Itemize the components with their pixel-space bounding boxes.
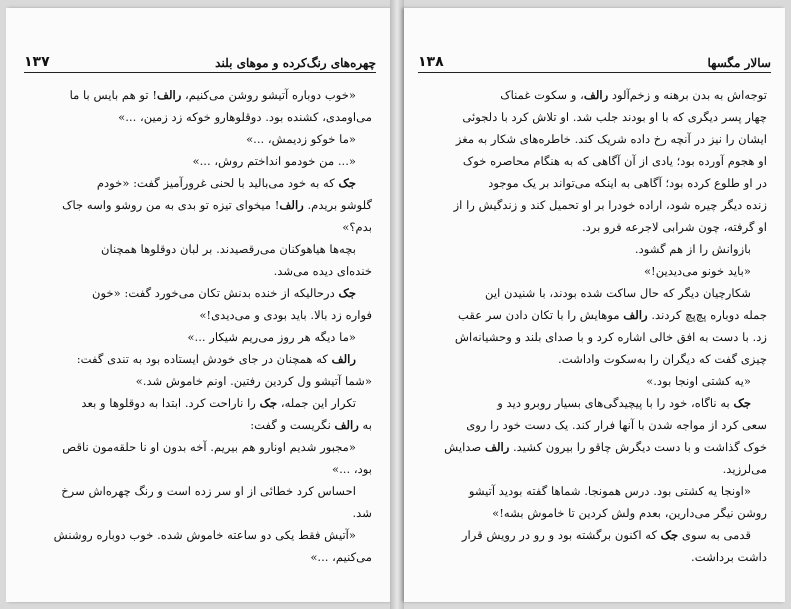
text-run: به bbox=[358, 418, 372, 432]
text-line bbox=[420, 260, 767, 282]
text-run: «شما آتیشو ول کردین رفتین. اونم خاموش شد.» bbox=[135, 374, 372, 388]
text-run: بازوانش را از هم گشود. bbox=[634, 242, 751, 256]
text-line bbox=[420, 436, 767, 458]
text-run: گلوشو بریدم. bbox=[303, 198, 372, 212]
text-run: صدایش bbox=[444, 440, 485, 454]
text-run: او هجوم آورده بود؛ یادی از آن آگاهی که به هنگام محاصره خوک bbox=[462, 154, 767, 168]
text-run: ! میخوای تیزه تو بدی به من روشو واسه جاک bbox=[62, 198, 280, 212]
text-run: سعی کرد از مواجه شدن با آنها فرار کند. یک دست خود را روی bbox=[466, 418, 767, 432]
text-run: که اکنون برگشته بود و رو در رویش قرار bbox=[461, 528, 661, 542]
text-line bbox=[26, 194, 372, 216]
character-name: رالف bbox=[279, 198, 304, 212]
text-line bbox=[420, 370, 767, 392]
text-line bbox=[26, 128, 372, 150]
text-line bbox=[420, 524, 767, 546]
text-line bbox=[26, 348, 372, 370]
text-line bbox=[26, 414, 372, 436]
text-line bbox=[420, 238, 767, 260]
text-run: ، و سکوت غمناک bbox=[500, 88, 584, 102]
text-run: می‌لرزید. bbox=[722, 462, 767, 476]
text-line bbox=[26, 238, 372, 260]
text-run: که همچنان در جای خودش ایستاده بود به تندی گفت: bbox=[76, 352, 332, 366]
text-line bbox=[26, 216, 372, 238]
text-run: فواره زد بالا. باید بودی و می‌دیدی!» bbox=[199, 308, 372, 322]
text-run: ! تو هم بایس با ما bbox=[69, 88, 157, 102]
text-run: می‌اومدی، کشنده بود. دوقلوهارو خوکه زد زمین، ...» bbox=[118, 110, 372, 124]
text-run: بدم؟» bbox=[342, 220, 372, 234]
text-run: «یه کشتی اونجا بود.» bbox=[646, 374, 751, 388]
text-run: نگریست و گفت: bbox=[250, 418, 335, 432]
text-line bbox=[420, 546, 767, 568]
text-line bbox=[26, 326, 372, 348]
character-name: جک bbox=[660, 528, 679, 542]
text-run: شکارچیان دیگر که حال ساکت شده بودند، با شنیدن این bbox=[485, 286, 751, 300]
right-page-number: ۱۳۸ bbox=[418, 54, 444, 70]
left-page bbox=[6, 8, 390, 602]
text-line bbox=[420, 414, 767, 436]
left-page-number: ۱۳۷ bbox=[24, 54, 50, 70]
text-line bbox=[26, 172, 372, 194]
left-header-title: چهره‌های رنگ‌کرده و موهای بلند bbox=[215, 56, 376, 70]
text-run: قدمی به سوی bbox=[678, 528, 751, 542]
text-line bbox=[26, 304, 372, 326]
text-run: تکرار این جمله، bbox=[277, 396, 356, 410]
text-run: به ناگاه، خود را با پیچیدگی‌های بسیار روبرو دید و bbox=[497, 396, 734, 410]
text-line bbox=[420, 128, 767, 150]
text-run: را ناراحت کرد. ابتدا به دوقلوها و بعد bbox=[81, 396, 260, 410]
text-run: داشت برداشت. bbox=[691, 550, 767, 564]
text-line bbox=[26, 524, 372, 546]
text-run: «مجبور شدیم اونارو هم بیریم. آخه بدون او نا حلقه‌مون ناقص bbox=[62, 440, 356, 454]
character-name: جک bbox=[338, 176, 356, 190]
text-line bbox=[420, 194, 767, 216]
right-page-text bbox=[420, 84, 767, 568]
text-line bbox=[420, 150, 767, 172]
text-line bbox=[420, 304, 767, 326]
text-line bbox=[26, 458, 372, 480]
character-name: رالف bbox=[156, 88, 182, 102]
text-line bbox=[26, 436, 372, 458]
text-run: زنده دیگر چیره شود، اراده خودرا بر او تحمیل کند و زندگیش را از bbox=[453, 198, 767, 212]
text-line bbox=[420, 480, 767, 502]
text-run: احساس کرد خطائی از او سر زده است و رنگ چهره‌اش سرخ bbox=[61, 484, 356, 498]
text-run: «اونجا یه کشتی بود. درس همونجا. شماها گفته بودید آتیشو bbox=[468, 484, 751, 498]
text-run: در او طلوع کرده بود؛ آگاهی به اینکه می‌تواند بر یک موجود bbox=[488, 176, 767, 190]
text-run: چهار پسر دیگری که با او بودند جلب شد. او تلاش کرد با دلجوئی bbox=[462, 110, 767, 124]
text-run: می‌کنیم، ...» bbox=[310, 550, 372, 564]
character-name: رالف bbox=[334, 418, 359, 432]
text-line bbox=[26, 502, 372, 524]
text-line bbox=[420, 216, 767, 238]
text-line bbox=[26, 480, 372, 502]
text-run: شد. bbox=[352, 506, 372, 520]
text-run: جمله دوباره پچ‌پچ کردند. bbox=[647, 308, 767, 322]
text-line bbox=[26, 392, 372, 414]
text-run: ایشان را نیز در آنچه رخ داده شریک کند. خاطره‌های شکار به مغز bbox=[455, 132, 767, 146]
text-run: «ما دیگه هر روز می‌ریم شیکار ...» bbox=[187, 330, 356, 344]
text-run: «خوب دوباره آتیشو روشن می‌کنیم، bbox=[181, 88, 356, 102]
text-line bbox=[420, 106, 767, 128]
text-line bbox=[26, 282, 372, 304]
character-name: جک bbox=[733, 396, 751, 410]
text-run: روشن نیگر می‌دارین، بعدم ولش کردین تا خاموش بشه!» bbox=[492, 506, 767, 520]
character-name: جک bbox=[338, 286, 356, 300]
text-line bbox=[420, 172, 767, 194]
character-name: رالف bbox=[484, 440, 510, 454]
text-line bbox=[420, 326, 767, 348]
text-line bbox=[420, 84, 767, 106]
text-run: بود، ...» bbox=[332, 462, 372, 476]
text-line bbox=[420, 458, 767, 480]
text-run: «باید خونو می‌دیدین!» bbox=[643, 264, 751, 278]
text-run: بچه‌ها هیاهوکنان می‌رقصیدند. بر لبان دوقلوها همچنان bbox=[101, 242, 356, 256]
text-run: زد. با دست به افق خالی اشاره کرد و با صدای بلند و وحشیانه‌اش bbox=[454, 330, 767, 344]
text-line bbox=[26, 106, 372, 128]
text-line bbox=[420, 348, 767, 370]
text-run: که به خود می‌بالید با لحنی غرورآمیز گفت: «خودم bbox=[96, 176, 339, 190]
text-run: خنده‌ای دیده می‌شد. bbox=[273, 264, 372, 278]
right-page-header bbox=[418, 48, 771, 73]
text-line bbox=[26, 370, 372, 392]
text-run: «ما خوکو زدیمش، ...» bbox=[246, 132, 356, 146]
text-run: چیزی گفت که دیگران را به‌سکوت واداشت. bbox=[558, 352, 767, 366]
text-run: موهایش را با تکان دادن سر عقب bbox=[458, 308, 624, 322]
text-run: «... من خودمو انداختم روش، ...» bbox=[192, 154, 356, 168]
text-line bbox=[420, 502, 767, 524]
right-header-title: سالار مگسها bbox=[707, 56, 771, 70]
text-line bbox=[26, 84, 372, 106]
text-run: او گرفته، چون شرابی لاجرعه فرو برد. bbox=[581, 220, 767, 234]
text-run: درحالیکه از خنده بدنش تکان می‌خورد گفت: «خون bbox=[91, 286, 339, 300]
text-line bbox=[26, 260, 372, 282]
text-run: خوک گذاشت و با دست دیگرش چاقو را بیرون کشید. bbox=[509, 440, 767, 454]
character-name: رالف bbox=[623, 308, 648, 322]
text-line bbox=[420, 282, 767, 304]
text-run: توجه‌اش به بدن برهنه و زخم‌آلود bbox=[608, 88, 767, 102]
character-name: جک bbox=[259, 396, 278, 410]
character-name: رالف bbox=[331, 352, 356, 366]
book-gutter bbox=[390, 0, 404, 609]
left-page-header bbox=[24, 48, 376, 73]
right-page bbox=[404, 8, 785, 602]
text-line bbox=[26, 546, 372, 568]
text-line bbox=[26, 150, 372, 172]
text-run: «آتیش فقط یکی دو ساعته خاموش شده. خوب دوباره روشنش bbox=[53, 528, 356, 542]
text-line bbox=[420, 392, 767, 414]
left-page-text bbox=[26, 84, 372, 568]
character-name: رالف bbox=[583, 88, 609, 102]
